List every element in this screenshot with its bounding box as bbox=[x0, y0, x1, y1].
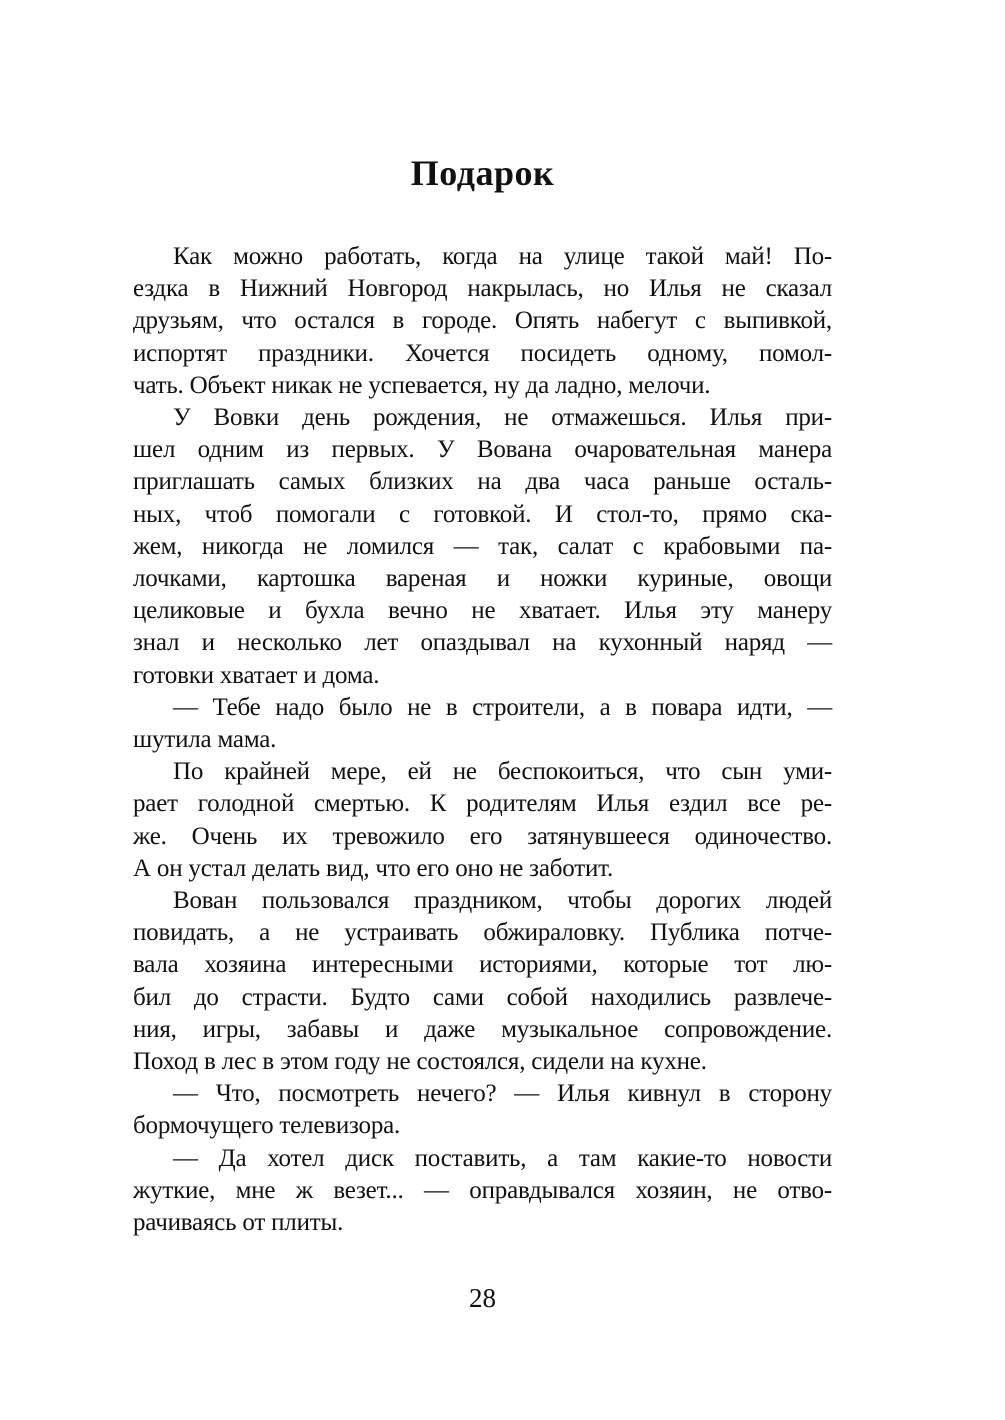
text-line: По крайней мере, ей не беспокоиться, что сын уми- bbox=[173, 758, 832, 786]
text-line: — Тебе надо было не в строители, а в повара идти, — bbox=[173, 693, 832, 721]
text-line: повидать, а не устраивать обжираловку. Публика потче- bbox=[133, 919, 832, 947]
text-line: ных, чтоб помогали с готовкой. И стол-то, прямо ска- bbox=[133, 500, 832, 528]
text-line: бормочущего телевизора. bbox=[133, 1112, 401, 1140]
text-line: испортят праздники. Хочется посидеть одному, помол- bbox=[133, 339, 832, 367]
text-line: целиковые и бухла вечно не хватает. Илья эту манеру bbox=[133, 597, 832, 625]
paragraph bbox=[133, 1143, 832, 1240]
text-line: У Вовки день рождения, не отмажешься. Илья при- bbox=[173, 404, 832, 432]
paragraph bbox=[133, 756, 832, 885]
text-line: шутила мама. bbox=[133, 726, 277, 754]
text-line: жем, никогда не ломился — так, салат с крабовыми па- bbox=[133, 532, 832, 560]
text-line: Как можно работать, когда на улице такой май! По- bbox=[173, 243, 832, 270]
paragraph bbox=[133, 692, 832, 756]
text-line: Поход в лес в этом году не состоялся, сидели на кухне. bbox=[133, 1048, 707, 1076]
text-line: готовки хватает и дома. bbox=[133, 661, 380, 689]
text-line: бил до страсти. Будто сами собой находились развлече- bbox=[133, 983, 832, 1011]
text-line: А он устал делать вид, что его оно не заботит. bbox=[133, 854, 614, 882]
text-line: вала хозяина интересными историями, которые тот лю- bbox=[133, 951, 832, 979]
text-line: лочками, картошка вареная и ножки куриные, овощи bbox=[133, 565, 832, 593]
text-line: друзьям, что остался в городе. Опять набегут с выпивкой, bbox=[133, 307, 832, 335]
text-line: приглашать самых близких на два часа раньше осталь- bbox=[133, 468, 832, 496]
text-line: же. Очень их тревожило его затянувшееся одиночество. bbox=[133, 822, 832, 850]
text-line: жуткие, мне ж везет... — оправдывался хозяин, не отво- bbox=[133, 1176, 832, 1204]
text-line: ездка в Нижний Новгород накрылась, но Илья не сказал bbox=[133, 275, 832, 303]
text-line: шел одним из первых. У Вована очаровательная манера bbox=[133, 436, 832, 464]
text-line: ния, игры, забавы и даже музыкальное сопровождение. bbox=[133, 1015, 832, 1043]
text-line: рает голодной смертью. К родителям Илья ездил все ре- bbox=[133, 790, 832, 818]
page-title: Подарок bbox=[410, 153, 555, 194]
text-line: знал и несколько лет опаздывал на кухонный наряд — bbox=[133, 629, 832, 657]
text-line: чать. Объект никак не успевается, ну да ладно, мелочи. bbox=[133, 371, 711, 399]
page-number: 28 bbox=[469, 1283, 496, 1313]
text-line: — Да хотел диск поставить, а там какие-то новости bbox=[173, 1144, 832, 1172]
text-line: Вован пользовался праздником, чтобы дорогих людей bbox=[173, 887, 832, 915]
paragraph bbox=[133, 402, 832, 692]
paragraph bbox=[133, 241, 832, 402]
text-line: — Что, посмотреть нечего? — Илья кивнул в сторону bbox=[173, 1080, 832, 1108]
body-text bbox=[133, 241, 832, 1239]
text-line: рачиваясь от плиты. bbox=[133, 1209, 344, 1237]
paragraph bbox=[133, 885, 832, 1078]
paragraph bbox=[133, 1078, 832, 1142]
